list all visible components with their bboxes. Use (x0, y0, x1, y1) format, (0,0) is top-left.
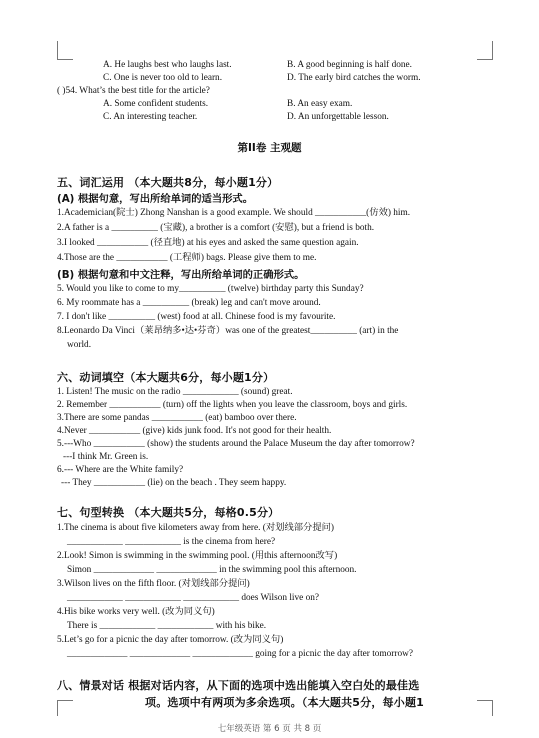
option-53-b: B. A good beginning is half done. (287, 60, 412, 70)
crop-mark-bottom-right (477, 700, 493, 716)
s7-item-1: 1.The cinema is about five kilometers away from here. (对划线部分提问) (57, 523, 335, 533)
s6-item-3: 3.There are some pandas ___________ (eat) bamboo over there. (57, 413, 297, 423)
s6-item-1: 1. Listen! The music on the radio ____________ (sound) great. (57, 387, 293, 397)
s5-item-1: 1.Academician(院士) Zhong Nanshan is a good example. We should ___________(仿效) him. (57, 208, 411, 218)
s7-item-4: 4.His bike works very well. (改为同义句) (57, 607, 215, 617)
section-5-heading: 五、词汇运用 （本大题共8分，每小题1分） (57, 176, 279, 189)
s7-item-2: 2.Look! Simon is swimming in the swimming pool. (用this afternoon改写) (57, 551, 338, 561)
section-7-heading: 七、句型转换 （本大题共5分，每格0.5分） (57, 506, 280, 519)
page-footer: 七年级英语 第 6 页 共 8 页 (217, 724, 322, 734)
option-54-c: C. An interesting teacher. (103, 112, 198, 122)
section-6-heading: 六、动词填空（本大题共6分，每小题1分） (57, 371, 275, 384)
s7-item-3: 3.Wilson lives on the fifth floor. (对划线部分提问) (57, 579, 250, 589)
section-5-sub-b: (B) 根据句意和中文注释，写出所给单词的正确形式。 (57, 269, 305, 281)
part2-title: 第II卷 主观题 (237, 142, 302, 154)
s5-item-6: 6. My roommate has a __________ (break) leg and can't move around. (57, 298, 321, 308)
s6-item-5: 5.---Who ___________ (show) the students around the Palace Museum the day after tomorrow? (57, 439, 415, 449)
crop-mark-top-left (57, 41, 73, 60)
s5-item-5: 5. Would you like to come to my__________ (twelve) birthday party this Sunday? (57, 284, 364, 294)
s5-item-2: 2.A father is a __________ (宝藏), a brother is a comfort (安慰), but a friend is both. (57, 223, 375, 233)
s7-item-4-blank: There is ____________ ____________ with his bike. (67, 621, 267, 631)
option-53-a: A. He laughs best who laughs last. (103, 60, 232, 70)
section-8-heading-line2: 项。选项中有两项为多余选项。（本大题共5分，每小题1 (145, 696, 425, 709)
crop-mark-top-right (477, 41, 493, 60)
s7-item-5: 5.Let’s go for a picnic the day after tomorrow. (改为同义句) (57, 635, 284, 645)
option-53-c: C. One is never too old to learn. (103, 73, 223, 83)
section-5-sub-a: (A) 根据句意，写出所给单词的适当形式。 (57, 193, 254, 205)
s7-item-3-blank: ____________ ____________ ____________ does Wilson live on? (67, 593, 320, 603)
option-54-d: D. An unforgettable lesson. (287, 112, 389, 122)
s5-item-8-cont: world. (67, 340, 92, 350)
s5-item-4: 4.Those are the ___________ (工程师) bags. Please give them to me. (57, 253, 317, 263)
s6-item-6-answer: --- They ___________ (lie) on the beach . They seem happy. (61, 478, 287, 488)
option-54-a: A. Some confident students. (103, 99, 209, 109)
option-53-d: D. The early bird catches the worm. (287, 73, 421, 83)
question-54: ( )54. What’s the best title for the article? (57, 86, 210, 96)
s6-item-6: 6.--- Where are the White family? (57, 465, 184, 475)
option-54-b: B. An easy exam. (287, 99, 353, 109)
s7-item-2-blank: Simon _____________ _____________ in the swimming pool this afternoon. (67, 565, 357, 575)
s6-item-2: 2. Remember ___________ (turn) off the lights when you leave the classroom, boys and girls. (57, 400, 408, 410)
s6-item-4: 4.Never ___________ (give) kids junk food. It's not good for their health. (57, 426, 332, 436)
s7-item-5-blank: _____________ _____________ _____________ going for a picnic the day after tomorrow? (67, 649, 413, 659)
s5-item-3: 3.I looked ___________ (径直地) at his eyes and asked the same question again. (57, 238, 359, 248)
s6-item-5-answer: ---I think Mr. Green is. (63, 452, 149, 462)
s5-item-8: 8.Leonardo Da Vinci（莱昂纳多•达•芬奇）was one of the greatest__________ (art) in the (57, 326, 399, 336)
s5-item-7: 7. I don't like __________ (west) food at all. Chinese food is my favourite. (57, 312, 336, 322)
section-8-heading-line1: 八、情景对话 根据对话内容，从下面的选项中选出能填入空白处的最佳选 (57, 679, 420, 692)
s7-item-1-blank: ____________ ____________ is the cinema from here? (67, 537, 276, 547)
crop-mark-bottom-left (57, 700, 73, 716)
